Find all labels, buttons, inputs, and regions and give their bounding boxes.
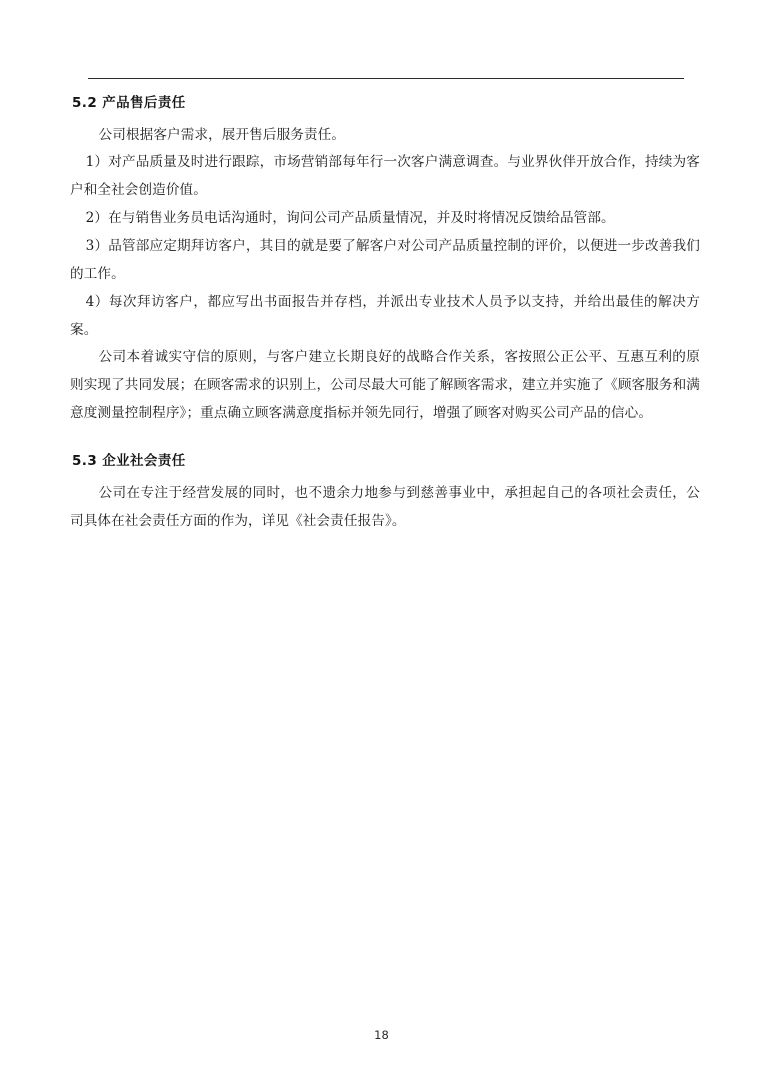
paragraph-5-2-item-2: 2）在与销售业务员电话沟通时，询问公司产品质量情况，并及时将情况反馈给品管部。 [85, 210, 615, 227]
paragraph-5-2-intro: 公司根据客户需求，展开售后服务责任。 [98, 126, 346, 143]
paragraph-5-2-item-4: 4）每次拜访客户，都应写出书面报告并存档，并派出专业技术人员予以支持，并给出最佳的解决方案。 [70, 293, 700, 338]
section-heading-5-3: 5.3 企业社会责任 [72, 453, 186, 470]
document-body [70, 93, 700, 535]
section-heading-5-2: 5.2 产品售后责任 [72, 95, 186, 111]
page-number: 18 [374, 1028, 389, 1042]
paragraph-5-2-item-1: 1）对产品质量及时进行跟踪，市场营销部每年行一次客户满意调查。与业界伙伴开放合作，持续为客户和全社会创造价值。 [70, 154, 700, 199]
paragraph-5-2-closing: 公司本着诚实守信的原则，与客户建立长期良好的战略合作关系，客按照公正公平、互惠互利的原则实现了共同发展；在顾客需求的识别上，公司尽最大可能了解顾客需求，建立并实施了《顾客服务和满意度测量控制程序》；重点确立顾客满意度指标并领先同行，增强了顾客对购买公司产品的信心。 [70, 349, 700, 422]
paragraph-5-3-body: 公司在专注于经营发展的同时，也不遗余力地参与到慈善事业中，承担起自己的各项社会责任，公司具体在社会责任方面的作为，详见《社会责任报告》。 [70, 484, 700, 529]
paragraph-5-2-item-3: 3）品管部应定期拜访客户，其目的就是要了解客户对公司产品质量控制的评价，以便进一步改善我们的工作。 [70, 238, 700, 282]
header-divider-rule [88, 78, 684, 79]
